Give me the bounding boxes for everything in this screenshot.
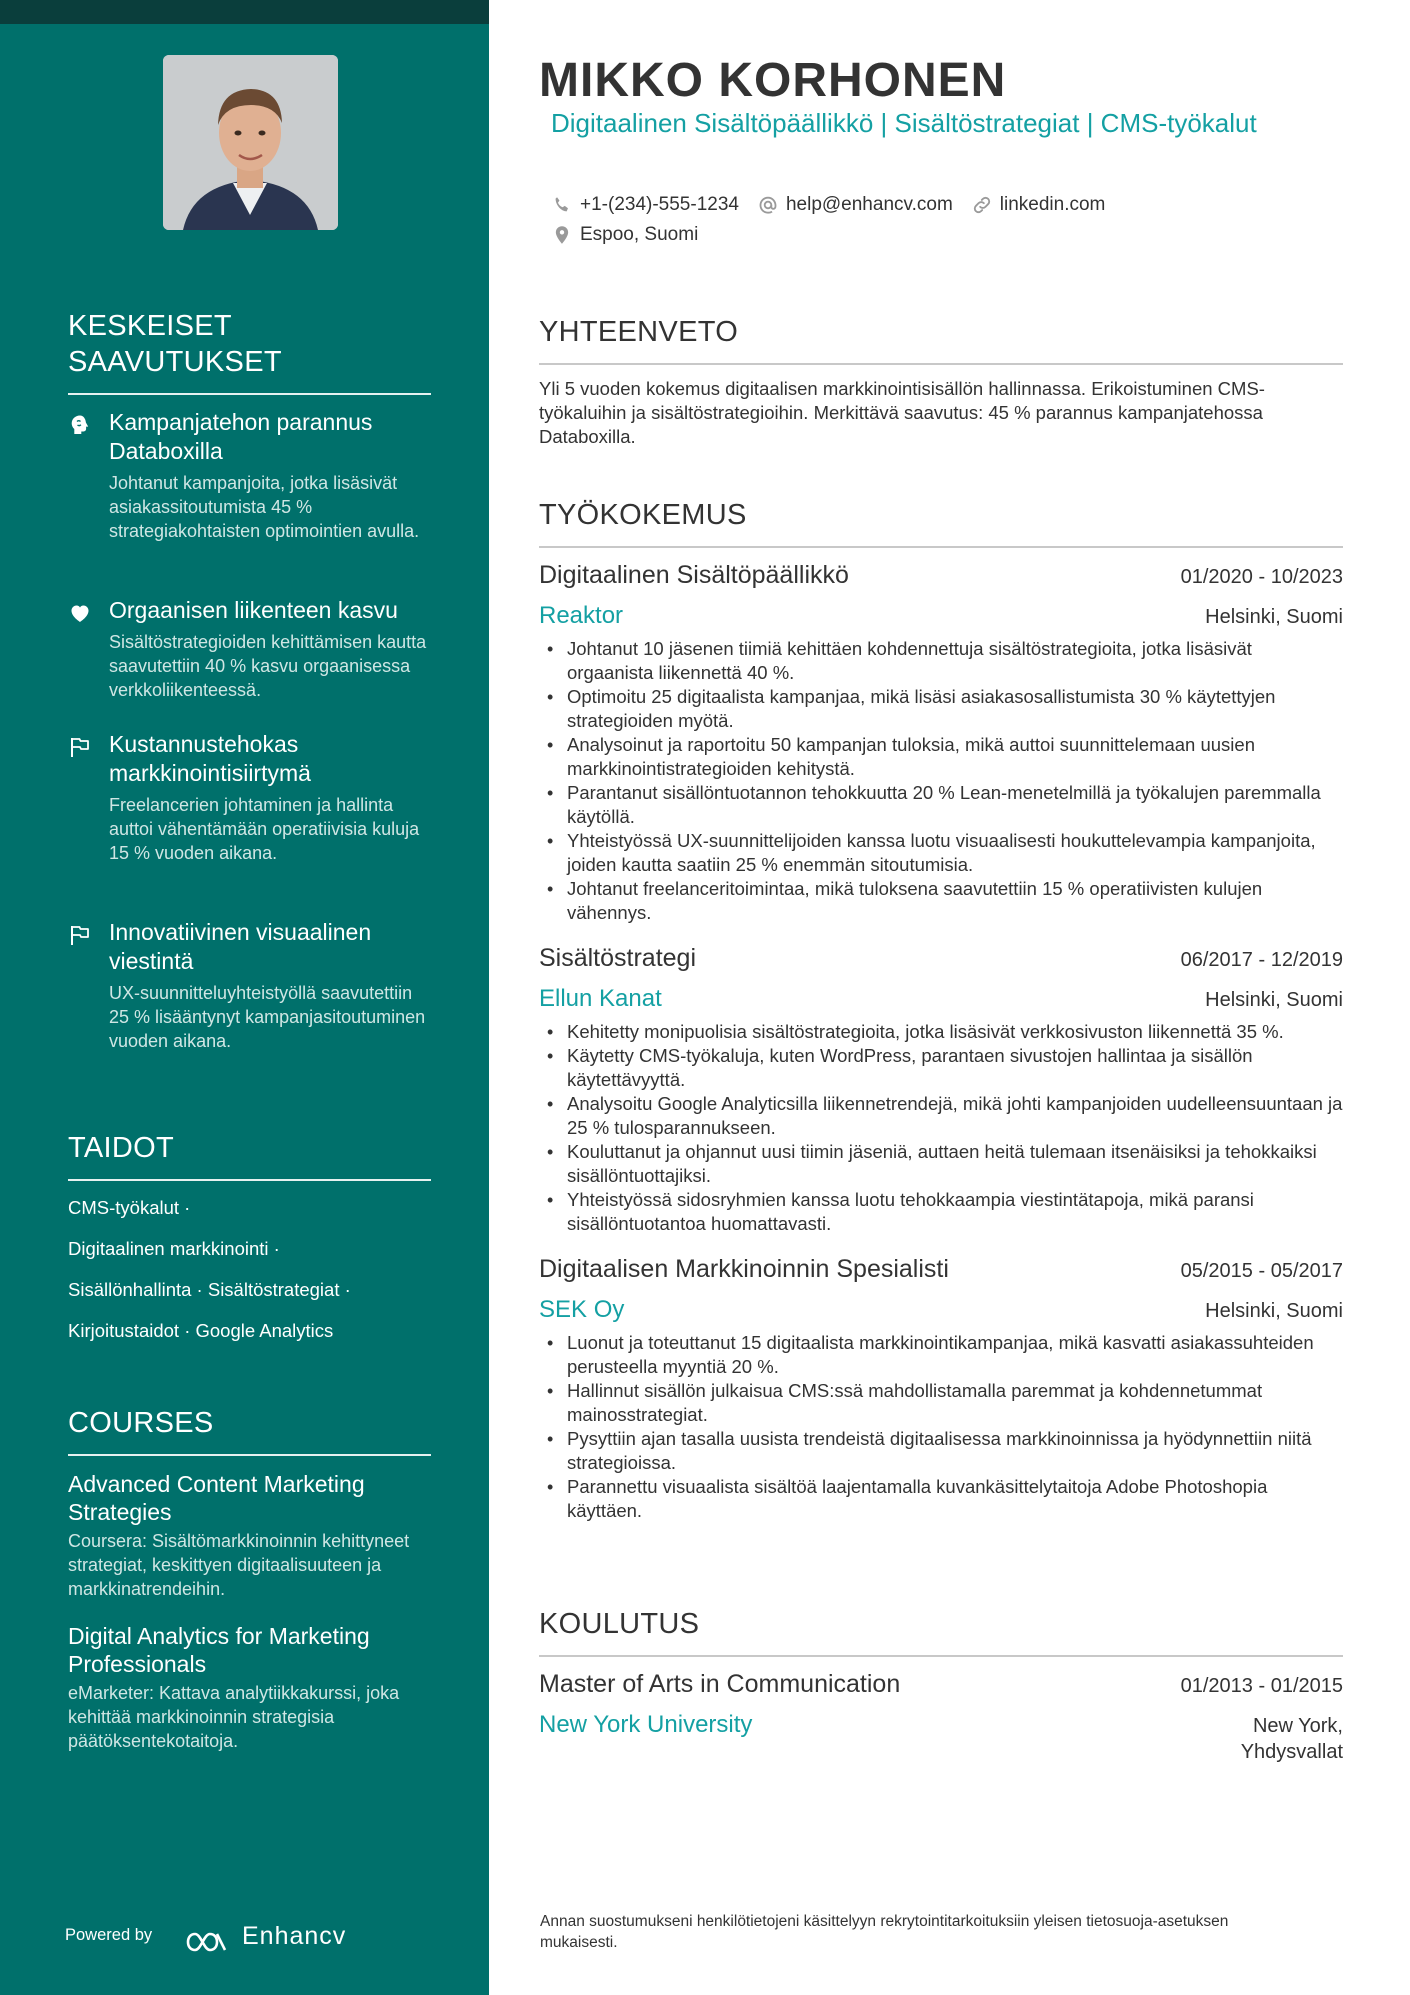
achievement-item bbox=[68, 918, 431, 1053]
job-bullets bbox=[539, 1331, 1343, 1523]
course-title: Digital Analytics for Marketing Professionals bbox=[68, 1623, 370, 1677]
enhancv-logo-icon[interactable] bbox=[184, 1924, 220, 1960]
achievements-heading bbox=[68, 308, 431, 380]
candidate-name: MIKKO KORHONEN bbox=[539, 54, 1007, 107]
job-location: Helsinki, Suomi bbox=[1205, 1300, 1343, 1322]
gdpr-consent-note: Annan suostumukseni henkilötietojeni käsittelyyn rekrytointitarkoituksiin yleisen tietosuoja-asetuksen mukaisesti. bbox=[540, 1913, 1229, 1951]
job-bullet: • Kouluttanut ja ohjannut uusi tiimin jäseniä, auttaen heitä tulemaan itsenäisiksi ja tehokkaiksi sisällöntuottajiksi. bbox=[539, 1140, 1343, 1188]
skill-line: Digitaalinen markkinointi · bbox=[68, 1238, 280, 1259]
company-name: SEK Oy bbox=[539, 1296, 625, 1323]
job-location: Helsinki, Suomi bbox=[1205, 606, 1343, 628]
achievements-heading-line2: SAAVUTUKSET bbox=[68, 346, 282, 378]
phone-number[interactable]: +1-(234)-555-1234 bbox=[580, 194, 739, 215]
course-title: Advanced Content Marketing Strategies bbox=[68, 1471, 365, 1525]
linkedin-link[interactable]: linkedin.com bbox=[999, 194, 1106, 215]
course-description: Coursera: Sisältömarkkinoinnin kehittyneet strategiat, keskittyen digitaalisuuteen ja markkinatrendeihin. bbox=[68, 1531, 410, 1599]
email-address[interactable]: help@enhancv.com bbox=[785, 194, 953, 215]
experience-divider bbox=[539, 546, 1343, 548]
courses-divider bbox=[68, 1454, 431, 1456]
skills-list bbox=[68, 1196, 431, 1360]
education-location-line1: New York, bbox=[1252, 1715, 1343, 1737]
achievement-item bbox=[68, 596, 431, 702]
job-entry bbox=[539, 942, 1343, 1236]
job-bullet: • Johtanut freelanceritoimintaa, mikä tuloksena saavutettiin 15 % operatiivisten kulujen vähennys. bbox=[539, 877, 1343, 925]
degree-title: Master of Arts in Communication bbox=[539, 1670, 901, 1698]
job-bullets bbox=[539, 637, 1343, 925]
skills-divider bbox=[68, 1179, 431, 1181]
achievement-item bbox=[68, 408, 431, 543]
job-title: Sisältöstrategi bbox=[539, 944, 697, 972]
education-section bbox=[539, 1606, 1343, 1765]
job-dates: 05/2015 - 05/2017 bbox=[1180, 1260, 1343, 1282]
skills-section bbox=[68, 1130, 431, 1360]
job-bullet: • Analysoitu Google Analyticsilla liikennetrendejä, mikä johti kampanjoiden uudelleensuuntaan ja 25 % tulosparannukseen. bbox=[539, 1092, 1343, 1140]
job-entry bbox=[539, 1253, 1343, 1523]
contact-row bbox=[551, 193, 1105, 217]
skill-line: Sisällönhallinta · Sisältöstrategiat · bbox=[68, 1279, 351, 1300]
sidebar bbox=[0, 0, 489, 1995]
courses-heading: COURSES bbox=[68, 1407, 214, 1439]
candidate-title: Digitaalinen Sisältöpäällikkö | Sisältöstrategiat | CMS-työkalut bbox=[551, 108, 1257, 138]
job-dates: 06/2017 - 12/2019 bbox=[1180, 949, 1343, 971]
flag-icon bbox=[68, 735, 92, 759]
profile-photo bbox=[163, 55, 338, 230]
sidebar-top-bar bbox=[0, 0, 489, 24]
achievement-title: Orgaanisen liikenteen kasvu bbox=[109, 597, 398, 623]
at-icon bbox=[757, 194, 779, 216]
job-bullet: • Käytetty CMS-työkaluja, kuten WordPress, parantaen sivustojen hallintaa ja sisällön käytettävyyttä. bbox=[539, 1044, 1343, 1092]
job-bullets bbox=[539, 1020, 1343, 1236]
candidate-location: Espoo, Suomi bbox=[580, 224, 699, 245]
achievement-description: Freelancerien johtaminen ja hallinta auttoi vähentämään operatiivisia kuluja 15 % vuoden aikana. bbox=[109, 795, 420, 863]
courses-section bbox=[68, 1405, 431, 1753]
achievements-heading-line1: KESKEISET bbox=[68, 310, 232, 342]
job-bullet: • Luonut ja toteuttanut 15 digitaalista markkinointikampanjaa, mikä kasvatti asiakassuhteiden perusteella myyntiä 20 %. bbox=[539, 1331, 1343, 1379]
achievements-divider bbox=[68, 393, 431, 395]
achievement-description: Sisältöstrategioiden kehittämisen kautta saavutettiin 40 % kasvu orgaanisessa verkkoliikenteessä. bbox=[109, 632, 427, 700]
achievements-section bbox=[68, 308, 431, 1051]
skills-heading: TAIDOT bbox=[68, 1132, 174, 1164]
achievement-title: Kampanjatehon parannus Databoxilla bbox=[109, 409, 373, 464]
school-name: New York University bbox=[539, 1711, 753, 1738]
job-bullet: • Pysyttiin ajan tasalla uusista trendeistä digitaalisessa markkinoinnissa ja hyödynnettiin niitä strategioissa. bbox=[539, 1427, 1343, 1475]
achievement-title: Kustannustehokas markkinointisiirtymä bbox=[109, 731, 311, 786]
achievement-title: Innovatiivinen visuaalinen viestintä bbox=[109, 919, 372, 974]
job-bullet: • Parantanut sisällöntuotannon tehokkuutta 20 % Lean-menetelmillä ja työkalujen paremmalla käytöllä. bbox=[539, 781, 1343, 829]
skill-line: Kirjoitustaidot · Google Analytics bbox=[68, 1320, 334, 1341]
job-entry bbox=[539, 559, 1343, 925]
achievement-description: UX-suunnitteluyhteistyöllä saavutettiin 25 % lisääntynyt kampanjasitoutuminen vuoden aikana. bbox=[109, 983, 426, 1051]
summary-section bbox=[539, 314, 1343, 449]
job-title: Digitaalinen Sisältöpäällikkö bbox=[539, 561, 849, 589]
brain-icon bbox=[68, 413, 92, 437]
company-name: Reaktor bbox=[539, 602, 624, 629]
education-dates: 01/2013 - 01/2015 bbox=[1180, 1675, 1343, 1697]
job-bullet: • Parannettu visuaalista sisältöä laajentamalla kuvankäsittelytaitoja Adobe Photoshopia käyttäen. bbox=[539, 1475, 1343, 1523]
experience-section bbox=[539, 497, 1343, 1523]
course-item bbox=[68, 1470, 431, 1601]
education-heading: KOULUTUS bbox=[539, 1608, 700, 1640]
summary-text: Yli 5 vuoden kokemus digitaalisen markkinointisisällön hallinnassa. Erikoistuminen CMS-työkaluihin ja sisältöstrategioihin. Merkittävä saavutus: 45 % parannus kampanjatehossa Databoxilla. bbox=[539, 378, 1265, 447]
achievement-description: Johtanut kampanjoita, jotka lisäsivät asiakassitoutumista 45 % strategiakohtaisten optimointien avulla. bbox=[109, 473, 420, 541]
location-row bbox=[551, 223, 698, 247]
course-item bbox=[68, 1622, 431, 1753]
summary-divider bbox=[539, 363, 1343, 365]
job-bullet: • Hallinnut sisällön julkaisua CMS:ssä mahdollistamalla paremmat ja kohdennetummat mainosstrategiat. bbox=[539, 1379, 1343, 1427]
company-name: Ellun Kanat bbox=[539, 985, 662, 1012]
summary-heading: YHTEENVETO bbox=[539, 316, 739, 348]
enhancv-brand-name[interactable]: Enhancv bbox=[242, 1922, 347, 1950]
education-location-line2: Yhdysvallat bbox=[1240, 1741, 1343, 1763]
powered-by-label: Powered by bbox=[65, 1926, 153, 1944]
phone-icon bbox=[551, 194, 573, 216]
job-title: Digitaalisen Markkinoinnin Spesialisti bbox=[539, 1255, 949, 1283]
job-bullet: • Yhteistyössä sidosryhmien kanssa luotu tehokkaampia viestintätapoja, mikä paransi sisällöntuotantoa huomattavasti. bbox=[539, 1188, 1343, 1236]
link-icon bbox=[971, 194, 993, 216]
education-divider bbox=[539, 1655, 1343, 1657]
experience-heading: TYÖKOKEMUS bbox=[539, 499, 747, 531]
job-dates: 01/2020 - 10/2023 bbox=[1180, 566, 1343, 588]
education-entry bbox=[539, 1668, 1343, 1765]
achievement-item bbox=[68, 730, 431, 865]
heart-icon bbox=[68, 601, 92, 625]
flag-icon bbox=[68, 923, 92, 947]
job-bullet: • Yhteistyössä UX-suunnittelijoiden kanssa luotu visuaalisesti houkuttelevampia kampanjoita, joiden kautta saatiin 25 % enemmän sitoutumisia. bbox=[539, 829, 1343, 877]
job-bullet: • Johtanut 10 jäsenen tiimiä kehittäen kohdennettuja sisältöstrategioita, jotka lisäsivät orgaanista liikennettä 40 %. bbox=[539, 637, 1343, 685]
job-bullet: • Optimoitu 25 digitaalista kampanjaa, mikä lisäsi asiakasosallistumista 30 % käytettyjen strategioiden myötä. bbox=[539, 685, 1343, 733]
skill-line: CMS-työkalut · bbox=[68, 1197, 191, 1218]
education-location bbox=[1241, 1713, 1343, 1765]
course-description: eMarketer: Kattava analytiikkakurssi, joka kehittää markkinoinnin strategisia päätöksentekotaitoja. bbox=[68, 1683, 400, 1751]
job-bullet: • Kehitetty monipuolisia sisältöstrategioita, jotka lisäsivät verkkosivuston liikennettä 35 %. bbox=[539, 1020, 1343, 1044]
job-bullet: • Analysoinut ja raportoitu 50 kampanjan tuloksia, mikä auttoi suunnittelemaan uusien markkinointistrategioiden kehitystä. bbox=[539, 733, 1343, 781]
location-pin-icon bbox=[551, 224, 573, 246]
job-location: Helsinki, Suomi bbox=[1205, 989, 1343, 1011]
